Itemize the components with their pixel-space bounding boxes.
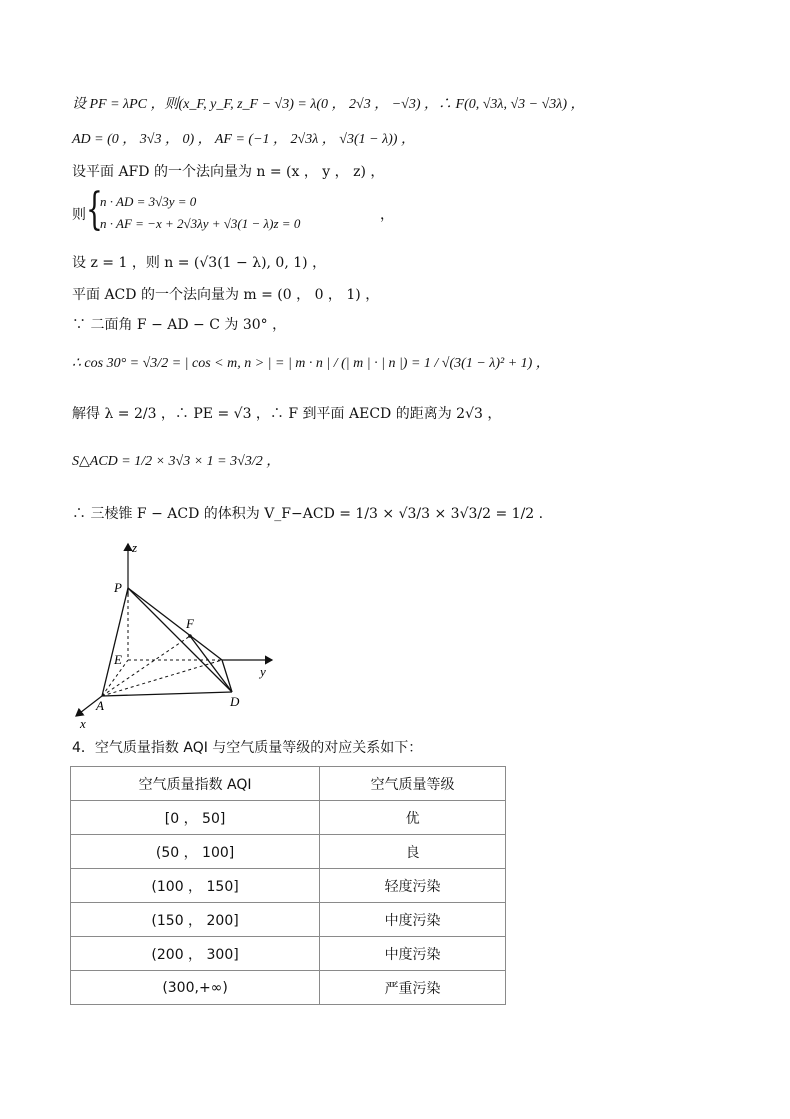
table-row (71, 869, 506, 903)
edge-FD (190, 636, 232, 692)
edge-AD (102, 692, 232, 696)
label-F: F (186, 616, 194, 631)
edge-PD (128, 588, 232, 692)
cell-level: 良 (320, 835, 506, 869)
label-y: y (260, 664, 266, 679)
solution-line-8: ∴ cos 30° = √3/2 = | cos < m, n > | = | m · n | / (| m | · | n |) = 1 / √(3(1 − λ)² + 1) ， (72, 356, 550, 371)
label-P: P (114, 580, 122, 595)
question-4-text: 4．空气质量指数 AQI 与空气质量等级的对应关系如下： (72, 740, 423, 756)
aqi-table (70, 766, 506, 1005)
cell-aqi: (50 ， 100] (71, 835, 320, 869)
solution-line-1: 设 PF = λPC ，则(x_F, y_F, z_F − √3) = λ(0 ， 2√3 ， −√3) ，∴ F(0, √3λ, √3 − √3λ) ， (72, 97, 585, 112)
cell-aqi: [0 ， 50] (71, 801, 320, 835)
system-brace: { (86, 184, 103, 235)
solution-line-6: 平面 ACD 的一个法向量为 m = (0 ， 0 ， 1) ， (72, 287, 380, 303)
cell-aqi: (100 ， 150] (71, 869, 320, 903)
solution-line-7: ∵ 二面角 F − AD − C 为 30° ， (72, 317, 287, 333)
label-D: D (230, 694, 240, 709)
system-tail: ， (380, 207, 394, 223)
header-aqi: 空气质量指数 AQI (71, 767, 320, 801)
solution-line-10: S△ACD = 1/2 × 3√3 × 1 = 3√3/2 ， (72, 454, 281, 469)
equation-system (72, 184, 492, 238)
point-F (188, 634, 192, 638)
header-level: 空气质量等级 (320, 767, 506, 801)
pyramid-figure (68, 536, 288, 730)
cell-aqi: (300,+∞) (71, 971, 320, 1005)
label-E: E (114, 652, 122, 667)
table-row (71, 903, 506, 937)
table-row (71, 937, 506, 971)
table-row (71, 971, 506, 1005)
edge-PC (128, 588, 222, 660)
system-row-1: n · AD = 3√3y = 0 (100, 194, 197, 209)
cell-aqi: (150 ， 200] (71, 903, 320, 937)
edge-PA (102, 588, 128, 696)
cell-aqi: (200 ， 300] (71, 937, 320, 971)
table-row (71, 835, 506, 869)
system-prefix: 则 (72, 207, 86, 223)
label-z: z (132, 540, 138, 555)
solution-line-5: 设 z = 1 ，则 n = (√3(1 − λ), 0, 1) ， (72, 255, 327, 271)
solution-line-2: AD = (0 ， 3√3 ， 0) ， AF = (−1 ， 2√3λ ， √3(1 − λ)) ， (72, 132, 415, 147)
cell-level: 中度污染 (320, 937, 506, 971)
solution-line-3: 设平面 AFD 的一个法向量为 n = (x ， y ， z) ， (72, 164, 385, 180)
table-row (71, 801, 506, 835)
label-x: x (80, 716, 86, 730)
cell-level: 严重污染 (320, 971, 506, 1005)
solution-line-11: ∴ 三棱锥 F − ACD 的体积为 V_F−ACD = 1/3 × √3/3 × 3√3/2 = 1/2 . (72, 506, 544, 522)
cell-level: 轻度污染 (320, 869, 506, 903)
solution-line-9: 解得 λ = 2/3 ，∴ PE = √3 ，∴ F 到平面 AECD 的距离为 2√3 ， (72, 406, 502, 422)
cell-level: 优 (320, 801, 506, 835)
system-row-2: n · AF = −x + 2√3λy + √3(1 − λ)z = 0 (100, 216, 301, 231)
label-A: A (96, 698, 104, 713)
table-header-row (71, 767, 506, 801)
cell-level: 中度污染 (320, 903, 506, 937)
